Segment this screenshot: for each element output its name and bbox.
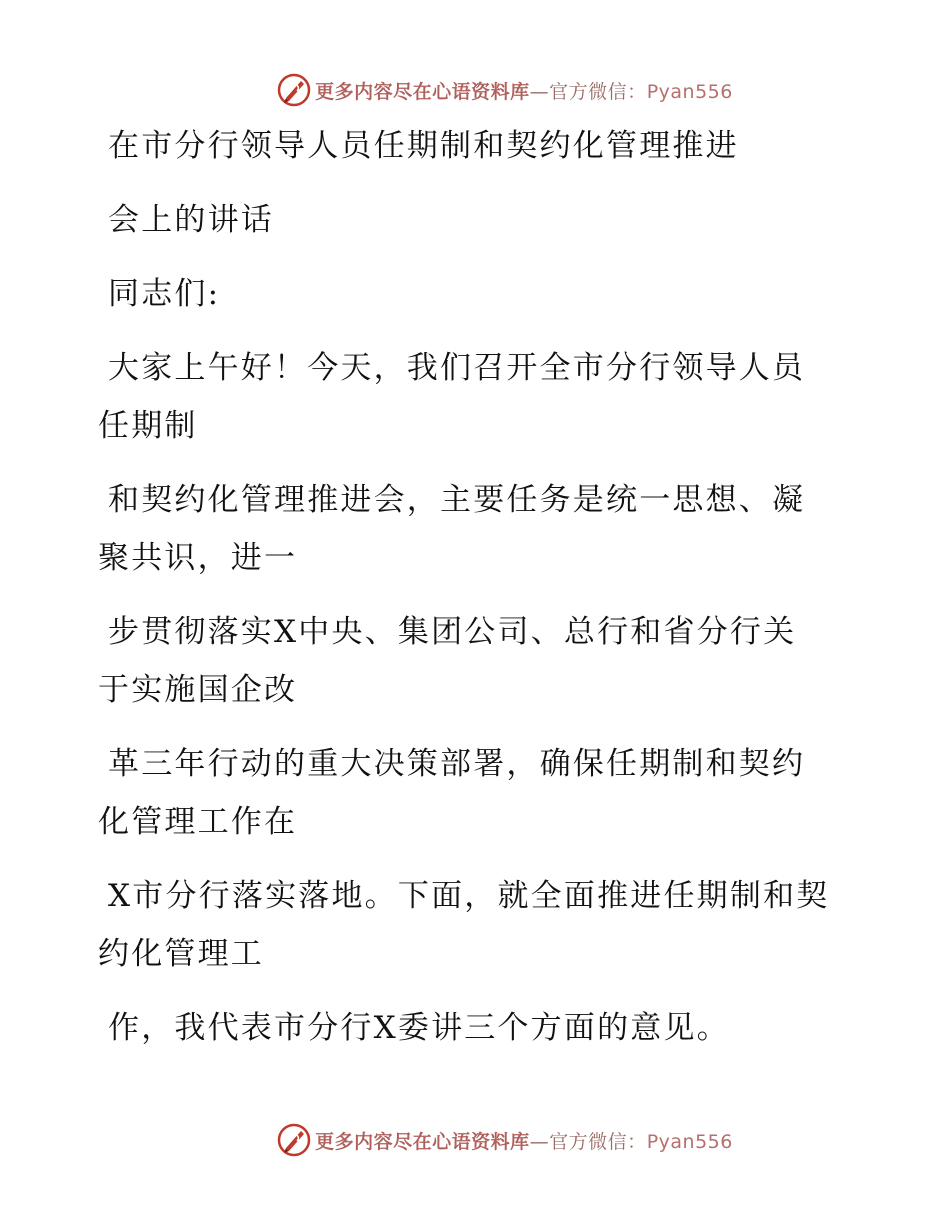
header-watermark-banner — [0, 70, 950, 110]
banner-official-label: 官方微信： — [549, 1130, 647, 1153]
paragraph-line: 于实施国企改 — [98, 672, 298, 708]
banner-wechat-id: Pyan556 — [646, 80, 733, 103]
footer-watermark-banner — [0, 1120, 950, 1160]
paragraph-line: 约化管理工 — [98, 936, 264, 972]
banner-dash: — — [529, 1130, 550, 1153]
banner-text — [315, 77, 733, 104]
banner-text — [315, 1127, 733, 1154]
paragraph-line: X市分行落实落地。下面，就全面推进任期制和契 — [108, 878, 830, 914]
paragraph-line: 化管理工作在 — [98, 804, 298, 840]
banner-wechat-id: Pyan556 — [646, 1130, 733, 1153]
paragraph-line: 革三年行动的重大决策部署，确保任期制和契约 — [108, 746, 806, 782]
banner-main-text: 更多内容尽在心语资料库 — [315, 1130, 530, 1153]
title-line-1: 在市分行领导人员任期制和契约化管理推进 — [108, 128, 739, 164]
paragraph-line: 聚共识，进一 — [98, 540, 298, 576]
paragraph-line: 作，我代表市分行X委讲三个方面的意见。 — [108, 1010, 730, 1046]
title-line-2: 会上的讲话 — [108, 202, 274, 238]
banner-dash: — — [529, 80, 550, 103]
paragraph-line: 步贯彻落实X中央、集团公司、总行和省分行关 — [108, 614, 797, 650]
banner-official-label: 官方微信： — [549, 80, 647, 103]
pen-logo-icon — [277, 73, 311, 107]
paragraph-line: 大家上午好！今天，我们召开全市分行领导人员 — [108, 350, 806, 386]
salutation: 同志们: — [108, 276, 221, 312]
paragraph-line: 和契约化管理推进会，主要任务是统一思想、凝 — [108, 482, 806, 518]
pen-logo-icon — [277, 1123, 311, 1157]
banner-main-text: 更多内容尽在心语资料库 — [315, 80, 530, 103]
paragraph-line: 任期制 — [98, 408, 198, 444]
